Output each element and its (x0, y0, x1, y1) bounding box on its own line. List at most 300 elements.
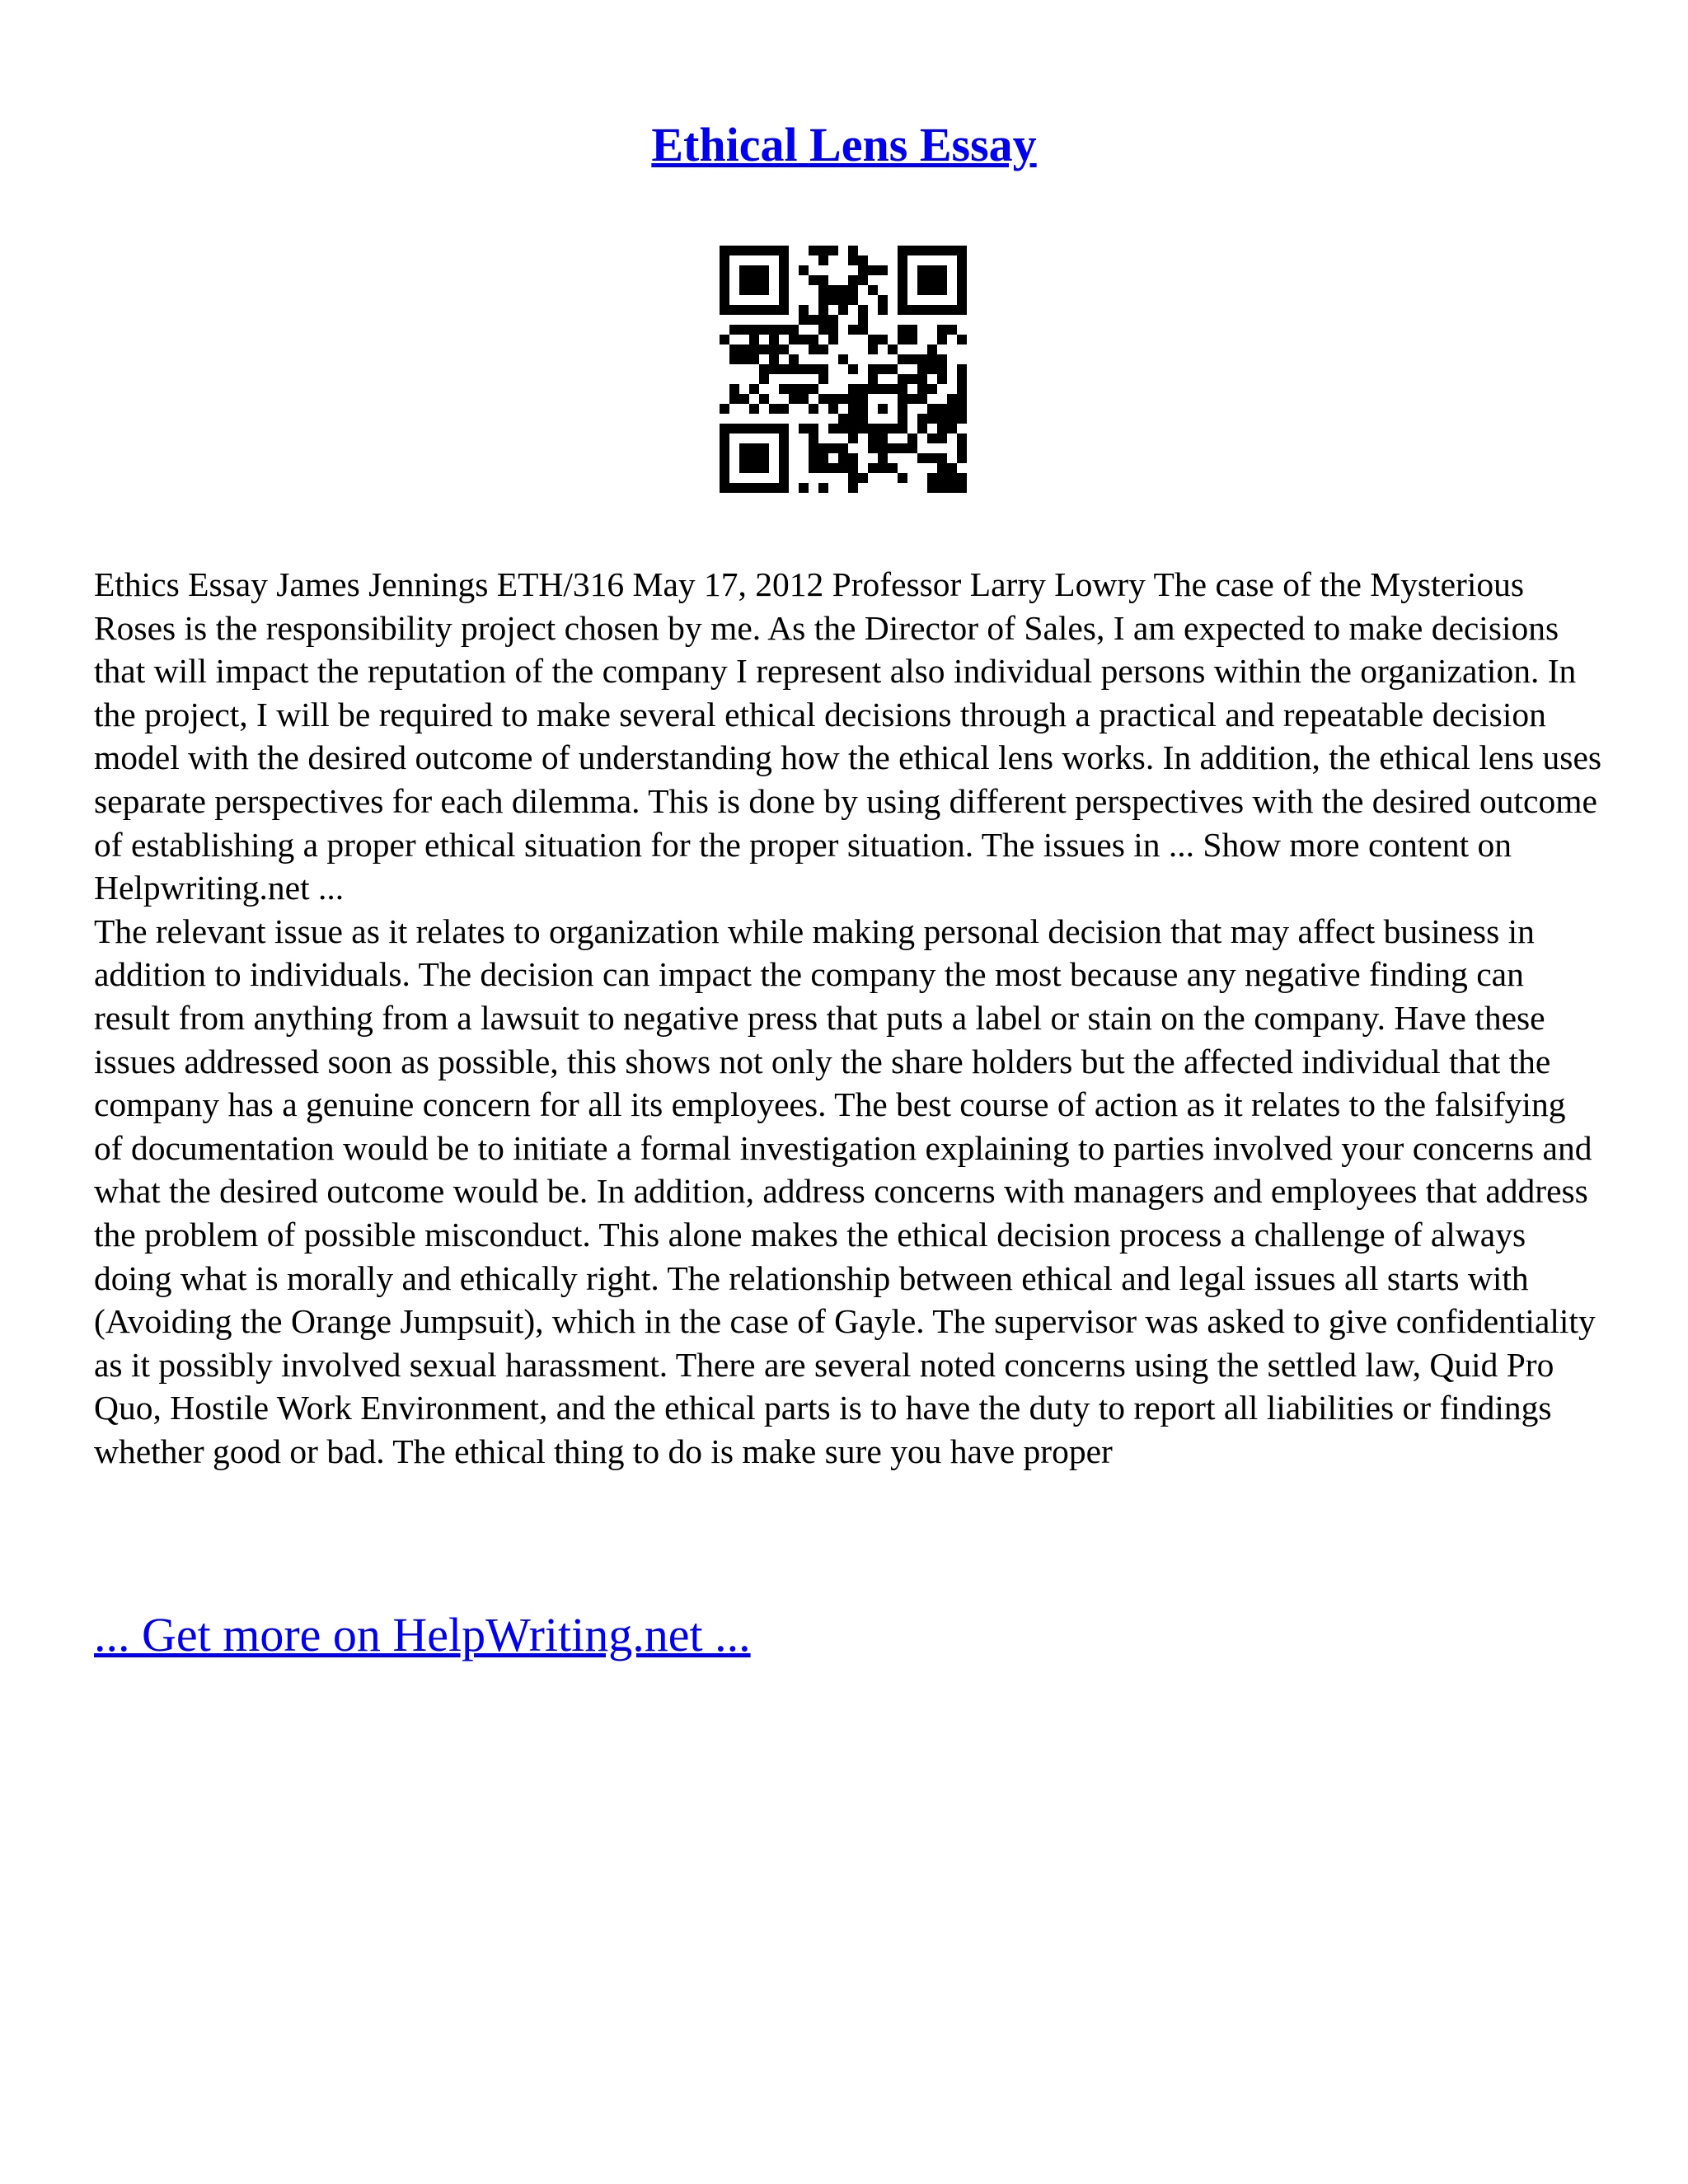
qr-module (799, 384, 809, 394)
qr-module (927, 414, 937, 424)
qr-module (739, 483, 749, 493)
qr-module (720, 295, 729, 305)
qr-module (848, 285, 858, 295)
qr-module (779, 424, 789, 434)
qr-module (759, 374, 769, 384)
qr-module (789, 354, 799, 364)
qr-module (779, 344, 789, 354)
qr-module (878, 305, 888, 315)
qr-module (789, 325, 799, 335)
qr-module (809, 404, 818, 414)
qr-module (759, 443, 769, 453)
qr-module (898, 414, 907, 424)
qr-module (917, 394, 927, 404)
qr-module (947, 483, 957, 493)
qr-module (809, 453, 818, 463)
qr-module (828, 335, 838, 344)
qr-module (809, 424, 818, 434)
qr-module (818, 374, 828, 384)
qr-module (720, 453, 729, 463)
qr-module (868, 344, 878, 354)
qr-module (858, 255, 868, 265)
qr-module (739, 275, 749, 285)
qr-module (779, 325, 789, 335)
qr-module (749, 463, 759, 473)
qr-module (779, 434, 789, 443)
title-link[interactable]: Ethical Lens Essay (651, 118, 1037, 171)
qr-module (917, 305, 927, 315)
qr-module (848, 325, 858, 335)
qr-module (769, 335, 779, 344)
qr-module (878, 434, 888, 443)
qr-module (868, 335, 878, 344)
qr-module (957, 364, 967, 374)
qr-module (957, 246, 967, 255)
qr-module (947, 325, 957, 335)
qr-module (917, 265, 927, 275)
qr-module (729, 344, 739, 354)
qr-module (720, 275, 729, 285)
qr-module (898, 394, 907, 404)
qr-module (749, 335, 759, 344)
qr-module (720, 463, 729, 473)
qr-module (937, 325, 947, 335)
qr-module (749, 325, 759, 335)
qr-module (779, 473, 789, 483)
qr-module (818, 325, 828, 335)
qr-module (749, 265, 759, 275)
qr-module (917, 364, 927, 374)
qr-module (907, 246, 917, 255)
qr-module (828, 463, 838, 473)
qr-module (739, 325, 749, 335)
qr-module (739, 463, 749, 473)
qr-module (937, 463, 947, 473)
qr-module (759, 285, 769, 295)
qr-module (848, 483, 858, 493)
qr-module (779, 275, 789, 285)
qr-module (818, 315, 828, 325)
qr-module (937, 483, 947, 493)
qr-module (858, 315, 868, 325)
qr-module (868, 463, 878, 473)
qr-module (848, 255, 858, 265)
qr-module (779, 305, 789, 315)
qr-module (838, 394, 848, 404)
qr-module (957, 265, 967, 275)
qr-module (749, 424, 759, 434)
qr-module (937, 285, 947, 295)
qr-module (937, 424, 947, 434)
qr-module (759, 344, 769, 354)
qr-module (828, 246, 838, 255)
qr-module (759, 463, 769, 473)
qr-module (907, 443, 917, 453)
qr-module (917, 246, 927, 255)
qr-module (878, 463, 888, 473)
qr-module (858, 404, 868, 414)
qr-code-icon (720, 246, 967, 493)
qr-module (848, 364, 858, 374)
qr-module (898, 275, 907, 285)
qr-module (957, 394, 967, 404)
qr-module (858, 384, 868, 394)
qr-module (729, 246, 739, 255)
qr-module (858, 305, 868, 315)
qr-module (947, 246, 957, 255)
qr-module (917, 354, 927, 364)
qr-module (749, 275, 759, 285)
qr-module (799, 305, 809, 315)
qr-module (749, 285, 759, 295)
qr-module (868, 434, 878, 443)
qr-module (898, 255, 907, 265)
qr-module (799, 364, 809, 374)
qr-module (828, 394, 838, 404)
qr-module (898, 473, 907, 483)
qr-module (878, 265, 888, 275)
qr-module (789, 394, 799, 404)
qr-module (749, 483, 759, 493)
qr-module (720, 285, 729, 295)
qr-module (759, 275, 769, 285)
qr-module (848, 246, 858, 255)
qr-module (917, 374, 927, 384)
qr-module (868, 424, 878, 434)
qr-module (957, 335, 967, 344)
qr-module (888, 424, 898, 434)
qr-module (917, 275, 927, 285)
qr-module (898, 384, 907, 394)
qr-module (828, 285, 838, 295)
qr-module (779, 384, 789, 394)
qr-module (957, 414, 967, 424)
qr-module (927, 364, 937, 374)
qr-module (720, 424, 729, 434)
qr-module (739, 424, 749, 434)
qr-module (927, 473, 937, 483)
qr-module (927, 483, 937, 493)
qr-module (739, 265, 749, 275)
qr-module (868, 374, 878, 384)
qr-module (947, 394, 957, 404)
qr-module (720, 443, 729, 453)
qr-module (947, 473, 957, 483)
qr-module (729, 483, 739, 493)
qr-module (818, 275, 828, 285)
qr-module (957, 404, 967, 414)
qr-module (769, 404, 779, 414)
qr-module (809, 443, 818, 453)
qr-module (927, 305, 937, 315)
qr-module (838, 453, 848, 463)
qr-module (907, 354, 917, 364)
qr-module (729, 394, 739, 404)
qr-module (907, 434, 917, 443)
qr-module (809, 344, 818, 354)
qr-module (858, 424, 868, 434)
qr-module (898, 335, 907, 344)
qr-module (957, 434, 967, 443)
qr-module (947, 404, 957, 414)
qr-module (888, 443, 898, 453)
qr-module (749, 404, 759, 414)
qr-module (947, 414, 957, 424)
get-more-link[interactable]: ... Get more on HelpWriting.net ... (94, 1608, 751, 1661)
qr-module (828, 404, 838, 414)
qr-module (927, 265, 937, 275)
qr-module (729, 325, 739, 335)
qr-module (927, 344, 937, 354)
qr-module (898, 424, 907, 434)
qr-module (878, 453, 888, 463)
qr-module (729, 384, 739, 394)
qr-module (720, 305, 729, 315)
qr-module (720, 255, 729, 265)
qr-module (818, 344, 828, 354)
qr-module (898, 325, 907, 335)
qr-module (779, 404, 789, 414)
qr-module (838, 285, 848, 295)
qr-module (720, 483, 729, 493)
qr-module (749, 246, 759, 255)
qr-module (888, 384, 898, 394)
qr-module (927, 384, 937, 394)
qr-module (917, 414, 927, 424)
qr-module (759, 453, 769, 463)
qr-module (789, 364, 799, 374)
qr-module (809, 275, 818, 285)
qr-module (739, 443, 749, 453)
qr-module (739, 305, 749, 315)
qr-module (759, 246, 769, 255)
qr-module (729, 305, 739, 315)
qr-module (720, 434, 729, 443)
qr-module (957, 295, 967, 305)
essay-body (94, 563, 1602, 1473)
qr-module (799, 483, 809, 493)
qr-module (789, 335, 799, 344)
qr-module (878, 364, 888, 374)
qr-module (759, 265, 769, 275)
qr-module (828, 295, 838, 305)
qr-module (858, 325, 868, 335)
qr-module (720, 265, 729, 275)
qr-module (828, 325, 838, 335)
qr-module (759, 394, 769, 404)
qr-module (898, 285, 907, 295)
qr-module (848, 394, 858, 404)
qr-module (937, 354, 947, 364)
qr-module (759, 364, 769, 374)
qr-module (809, 463, 818, 473)
qr-module (848, 275, 858, 285)
qr-module (739, 246, 749, 255)
qr-module (898, 295, 907, 305)
qr-module (809, 434, 818, 443)
qr-module (957, 443, 967, 453)
qr-module (720, 246, 729, 255)
qr-module (779, 463, 789, 473)
qr-module (720, 473, 729, 483)
qr-module (927, 354, 937, 364)
qr-module (838, 424, 848, 434)
qr-module (848, 424, 858, 434)
qr-module (729, 354, 739, 364)
qr-module (937, 364, 947, 374)
qr-module (818, 364, 828, 374)
qr-module (779, 246, 789, 255)
qr-module (868, 384, 878, 394)
qr-module (898, 265, 907, 275)
qr-module (947, 305, 957, 315)
qr-module (957, 453, 967, 463)
qr-module (927, 453, 937, 463)
qr-module (927, 246, 937, 255)
qr-module (868, 443, 878, 453)
qr-module (858, 394, 868, 404)
qr-module (769, 483, 779, 493)
qr-module (858, 265, 868, 275)
qr-module (937, 335, 947, 344)
qr-module (858, 414, 868, 424)
qr-module (937, 265, 947, 275)
qr-module (947, 424, 957, 434)
qr-module (957, 473, 967, 483)
qr-module (937, 473, 947, 483)
qr-module (927, 285, 937, 295)
qr-module (858, 473, 868, 483)
qr-module (720, 404, 729, 414)
qr-module (907, 325, 917, 335)
qr-module (907, 394, 917, 404)
qr-module (818, 453, 828, 463)
qr-module (759, 483, 769, 493)
qr-module (779, 453, 789, 463)
qr-module (739, 344, 749, 354)
qr-module (957, 374, 967, 384)
qr-module (818, 246, 828, 255)
qr-module (907, 374, 917, 384)
qr-module (878, 443, 888, 453)
qr-module (957, 384, 967, 394)
qr-module (818, 443, 828, 453)
qr-module (917, 453, 927, 463)
qr-module (888, 344, 898, 354)
qr-module (828, 424, 838, 434)
qr-module (878, 404, 888, 414)
qr-module (799, 315, 809, 325)
qr-module (848, 414, 858, 424)
qr-module (838, 354, 848, 364)
qr-module (769, 424, 779, 434)
qr-module (838, 305, 848, 315)
qr-module (759, 305, 769, 315)
qr-module (749, 305, 759, 315)
qr-module (848, 463, 858, 473)
qr-module (779, 364, 789, 374)
qr-module (739, 394, 749, 404)
qr-module (937, 374, 947, 384)
qr-module (937, 414, 947, 424)
qr-module (779, 285, 789, 295)
qr-module (818, 483, 828, 493)
qr-module (848, 434, 858, 443)
qr-module (878, 424, 888, 434)
qr-module (799, 265, 809, 275)
qr-module (898, 354, 907, 364)
qr-module (868, 285, 878, 295)
qr-module (927, 434, 937, 443)
qr-module (947, 463, 957, 473)
qr-module (838, 463, 848, 473)
qr-module (907, 305, 917, 315)
qr-module (818, 295, 828, 305)
qr-module (878, 384, 888, 394)
qr-module (749, 354, 759, 364)
qr-module (838, 414, 848, 424)
qr-module (818, 394, 828, 404)
qr-module (809, 384, 818, 394)
qr-module (779, 265, 789, 275)
essay-paragraph-1: Ethics Essay James Jennings ETH/316 May 17, 2012 Professor Larry Lowry The case of the Mysterious Roses is the responsibility project chosen by me. As the Director of Sales, I am expected to make decisions that will impact the reputation of the company I represent also individual persons within the organization. In the project, I will be required to make several ethical decisions through a practical and repeatable decision model with the desired outcome of understanding how the ethical lens works. In addition, the ethical lens uses separate perspectives for each dilemma. This is done by using different perspectives with the desired outcome of establishing a proper ethical situation for the proper situation. The issues in ... Show more content on Helpwriting.net ... (94, 565, 1602, 907)
qr-module (749, 443, 759, 453)
qr-module (789, 384, 799, 394)
qr-module (858, 275, 868, 285)
qr-module (957, 275, 967, 285)
qr-module (799, 335, 809, 344)
qr-module (809, 335, 818, 344)
qr-module (888, 463, 898, 473)
qr-module (937, 453, 947, 463)
qr-module (917, 285, 927, 295)
qr-module (957, 255, 967, 265)
qr-module (907, 335, 917, 344)
qr-module (799, 424, 809, 434)
qr-module (799, 394, 809, 404)
qr-module (809, 315, 818, 325)
qr-module (759, 325, 769, 335)
qr-module (927, 275, 937, 285)
qr-module (848, 404, 858, 414)
qr-module (848, 453, 858, 463)
qr-module (769, 354, 779, 364)
qr-module (927, 404, 937, 414)
qr-module (779, 295, 789, 305)
qr-module (729, 424, 739, 434)
qr-module (868, 265, 878, 275)
qr-module (868, 364, 878, 374)
qr-module (917, 424, 927, 434)
qr-module (937, 246, 947, 255)
page-title (0, 115, 1688, 175)
qr-module (749, 453, 759, 463)
qr-module (769, 246, 779, 255)
qr-module (828, 315, 838, 325)
qr-module (898, 374, 907, 384)
qr-module (749, 344, 759, 354)
qr-module (898, 443, 907, 453)
qr-module (779, 483, 789, 493)
qr-module (957, 285, 967, 295)
qr-module (720, 335, 729, 344)
qr-module (828, 443, 838, 453)
qr-module (937, 434, 947, 443)
qr-module (809, 364, 818, 374)
qr-module (818, 463, 828, 473)
qr-module (838, 295, 848, 305)
get-more-link-container (94, 1605, 751, 1665)
